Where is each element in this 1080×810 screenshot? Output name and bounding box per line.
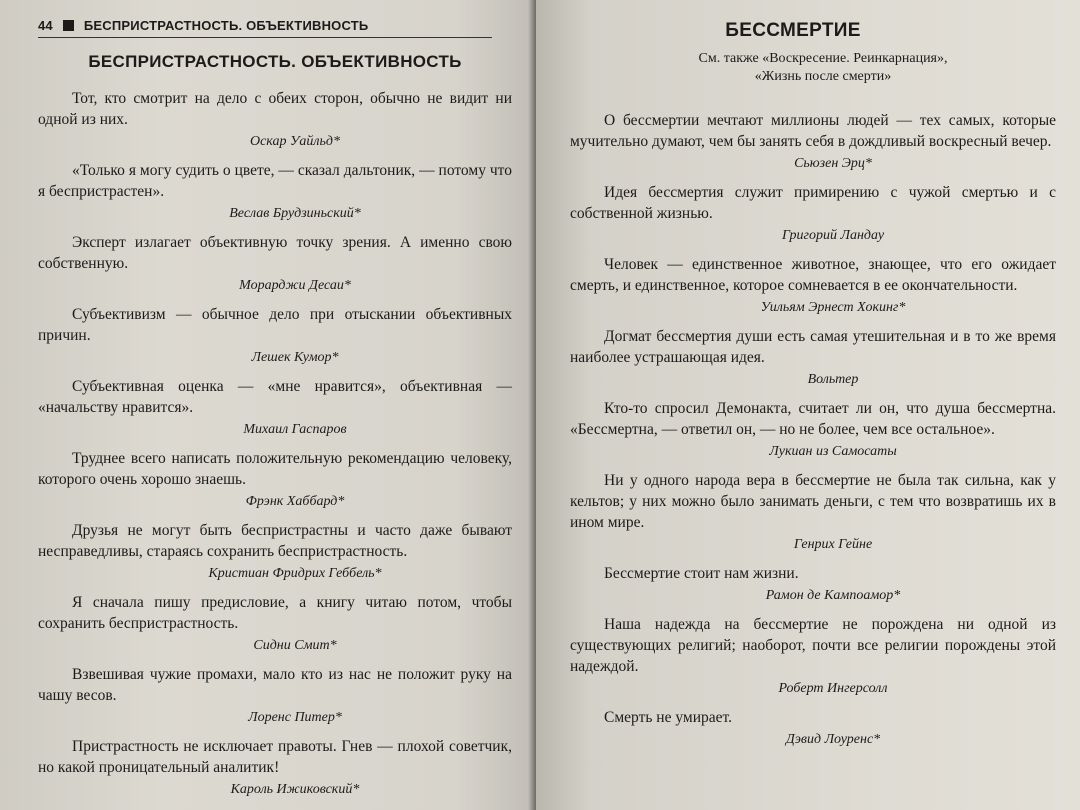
see-also-line: См. также «Воскресение. Реинкарнация», bbox=[698, 51, 948, 66]
quote-text: Субъективная оценка — «мне нравится», объективная — «начальству нравится». bbox=[38, 378, 512, 416]
quote-entry bbox=[38, 160, 512, 223]
quote-text: Труднее всего написать положительную рекомендацию человеку, которого очень хорошо знаешь. bbox=[38, 450, 512, 488]
quote-entry bbox=[570, 707, 1056, 749]
quote-text: Друзья не могут быть беспристрастны и часто даже бывают несправедливы, стараясь сохранить беспристрастность. bbox=[38, 522, 512, 560]
quote-author: Морарджи Десаи* bbox=[239, 278, 351, 293]
quote-author: Веслав Брудзиньский* bbox=[229, 206, 361, 221]
quote-author: Дэвид Лоуренс* bbox=[785, 732, 881, 747]
quote-entry bbox=[570, 470, 1056, 554]
quote-entry bbox=[38, 520, 512, 583]
quote-text: Эксперт излагает объективную точку зрения. А именно свою собственную. bbox=[38, 234, 512, 272]
quote-text: Кто-то спросил Демонакта, считает ли он, что душа бессмертна. «Бессмертна, — ответил он, — но не более, чем все остальное». bbox=[570, 400, 1056, 438]
quote-author: Лоренс Питер* bbox=[248, 710, 342, 725]
section-title: БЕСПРИСТРАСТНОСТЬ. ОБЪЕКТИВНОСТЬ bbox=[88, 52, 462, 71]
quote-author: Михаил Гаспаров bbox=[243, 422, 347, 437]
quote-text: Тот, кто смотрит на дело с обеих сторон, обычно не видит ни одной из них. bbox=[38, 90, 512, 128]
right-page bbox=[536, 0, 1080, 810]
quote-text: Взвешивая чужие промахи, мало кто из нас не положит руку на чашу весов. bbox=[38, 666, 512, 704]
quote-author: Оскар Уайльд* bbox=[249, 134, 340, 149]
quote-entry bbox=[38, 736, 512, 799]
quote-text: Смерть не умирает. bbox=[604, 709, 732, 726]
quote-entry bbox=[38, 88, 512, 151]
quote-author: Роберт Ингерсолл bbox=[778, 681, 888, 696]
quote-author: Кароль Ижиковский* bbox=[230, 782, 360, 797]
section-title: БЕССМЕРТИЕ bbox=[725, 20, 861, 41]
see-also-line: «Жизнь после смерти» bbox=[754, 69, 892, 84]
quote-author: Григорий Ландау bbox=[781, 228, 885, 243]
quote-author: Сьюзен Эрц* bbox=[794, 156, 872, 171]
quote-entry bbox=[38, 232, 512, 295]
quote-author: Вольтер bbox=[807, 372, 859, 387]
quote-text: О бессмертии мечтают миллионы людей — тех самых, которые мучительно думают, чем бы занять себя в дождливый воскресный вечер. bbox=[570, 112, 1056, 150]
quote-entry bbox=[570, 326, 1056, 389]
running-head-title: БЕСПРИСТРАСТНОСТЬ. ОБЪЕКТИВНОСТЬ bbox=[83, 18, 369, 33]
quote-author: Сидни Смит* bbox=[253, 638, 337, 653]
quote-author: Генрих Гейне bbox=[793, 537, 873, 552]
quote-text: Пристрастность не исключает правоты. Гнев — плохой советчик, но какой проницательный аналитик! bbox=[38, 738, 512, 776]
quote-author: Уильям Эрнест Хокинг* bbox=[760, 300, 906, 315]
see-also-note bbox=[630, 50, 1016, 86]
quote-author: Фрэнк Хаббард* bbox=[245, 494, 345, 509]
quote-author: Рамон де Кампоамор* bbox=[765, 588, 901, 603]
quote-text: Ни у одного народа вера в бессмертие не была так сильна, как у кельтов; у них можно было занимать деньги, с тем что возвратишь их в ином мире. bbox=[570, 472, 1056, 531]
running-head bbox=[38, 18, 492, 38]
quote-entry bbox=[38, 592, 512, 655]
quote-entry bbox=[570, 254, 1056, 317]
quote-author: Лешек Кумор* bbox=[251, 350, 339, 365]
quote-text: Я сначала пишу предисловие, а книгу читаю потом, чтобы сохранить беспристрастность. bbox=[38, 594, 512, 632]
quote-text: Бессмертие стоит нам жизни. bbox=[604, 565, 799, 582]
quote-text: Идея бессмертия служит примирению с чужой смертью и с собственной жизнью. bbox=[570, 184, 1056, 222]
quote-entry bbox=[38, 304, 512, 367]
quote-author: Кристиан Фридрих Геббель* bbox=[208, 566, 382, 581]
quote-text: Человек — единственное животное, знающее, что его ожидает смерть, и единственное, которое сомневается в ее окончательности. bbox=[570, 256, 1056, 294]
square-ornament-icon bbox=[63, 20, 74, 31]
left-page bbox=[0, 0, 536, 810]
quote-entry bbox=[570, 110, 1056, 173]
quote-author: Лукиан из Самосаты bbox=[769, 444, 897, 459]
quote-entry bbox=[570, 398, 1056, 461]
quote-text: «Только я могу судить о цвете, — сказал дальтоник, — потому что я беспристрастен». bbox=[38, 162, 512, 200]
quote-entry bbox=[570, 614, 1056, 698]
quote-entry bbox=[570, 563, 1056, 605]
quote-text: Субъективизм — обычное дело при отыскании объективных причин. bbox=[38, 306, 512, 344]
page-number: 44 bbox=[38, 18, 53, 33]
quote-entry bbox=[38, 376, 512, 439]
quote-entry bbox=[38, 448, 512, 511]
quote-text: Наша надежда на бессмертие не порождена ни одной из существующих религий; наоборот, почти все религии порождены этой надеждой. bbox=[570, 616, 1056, 675]
quote-list bbox=[38, 88, 512, 799]
quote-entry bbox=[570, 182, 1056, 245]
quote-list bbox=[570, 110, 1056, 749]
quote-text: Догмат бессмертия души есть самая утешительная и в то же время наиболее устрашающая идея. bbox=[570, 328, 1056, 366]
quote-entry bbox=[38, 664, 512, 727]
